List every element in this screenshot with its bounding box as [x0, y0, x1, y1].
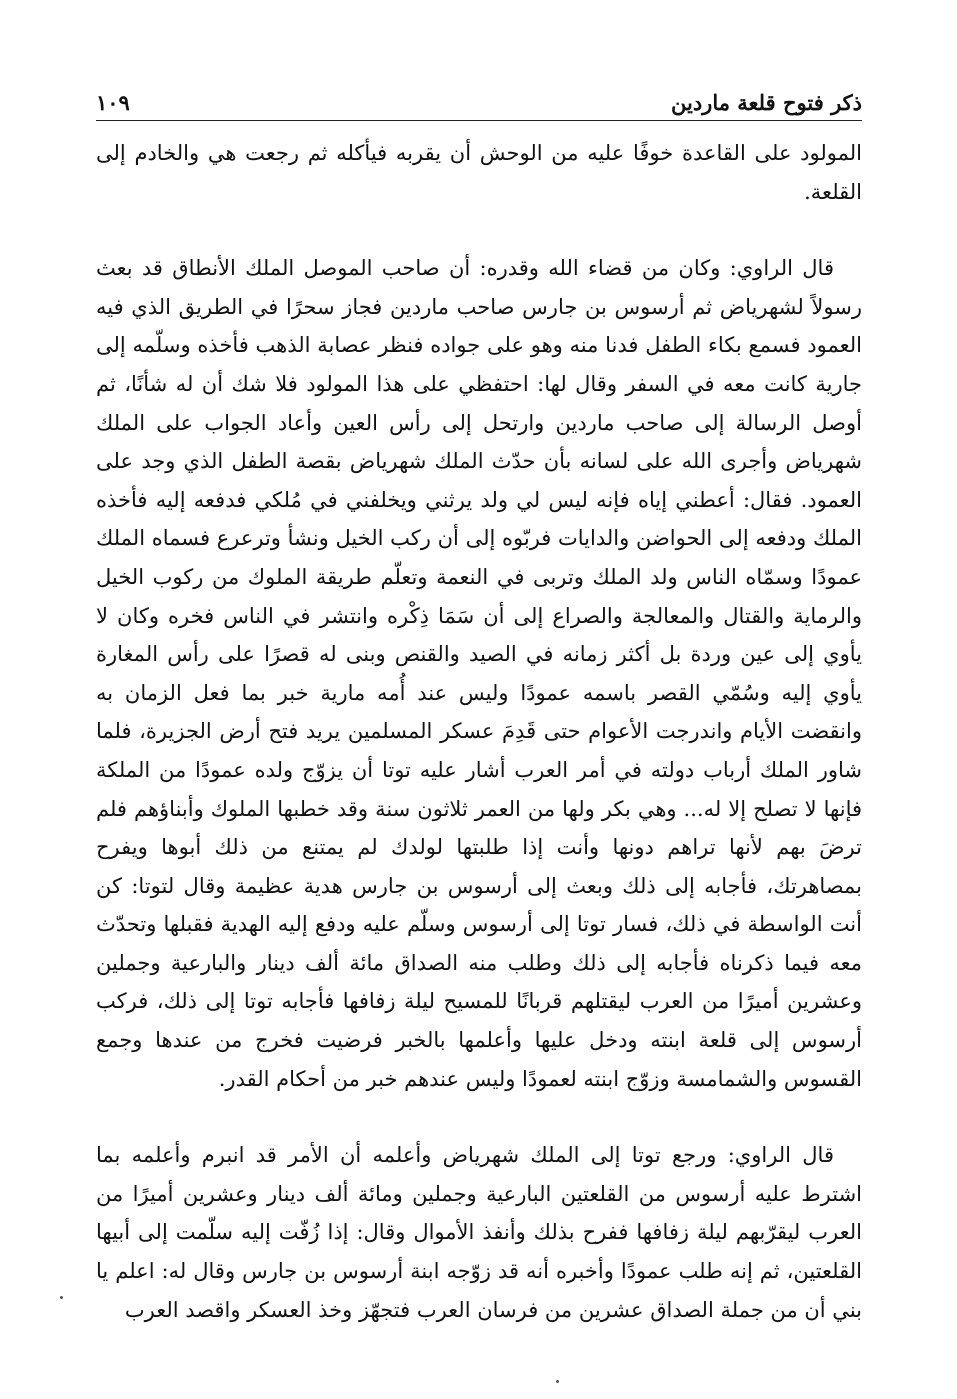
scan-speck — [60, 1296, 63, 1299]
body-text — [96, 134, 862, 1329]
page-number: ١٠٩ — [96, 90, 130, 115]
running-header — [96, 78, 862, 118]
paragraph-3: قال الراوي: ورجع توتا إلى الملك شهرياض وأعلمه أن الأمر قد انبرم وأعلمه بما اشترط عليه أرسوس من القلعتين البارعية وجملين ومائة ألف دينار وعشرين أميرًا من العرب ليقرّبهم ليلة زفافها ففرح بذلك وأنفذ الأموال وقال: إذا زُفّت إليه سلّمت إلى أبيها القلعتين، ثم إنه طلب عمودًا وأخبره أنه قد زوّجه ابنة أرسوس بن جارس وقال له: اعلم يا بني أن من جملة الصداق عشرين من فرسان العرب فتجهّز وخذ العسكر واقصد العرب — [96, 1143, 862, 1322]
paragraph-2: قال الراوي: وكان من قضاء الله وقدره: أن صاحب الموصل الملك الأنطاق قد بعث رسولاً لشهرياض ثم أرسوس بن جارس صاحب ماردين فجاز سحرًا في الطريق الذي فيه العمود فسمع بكاء الطفل فدنا منه وهو على جواده فنظر عصابة الذهب فأخذه وسلّمه إلى جارية كانت معه في السفر وقال لها: احتفظي على هذا المولود فلا شك أن له شأنًا، ثم أوصل الرسالة إلى صاحب ماردين وارتحل إلى رأس العين وأعاد الجواب على الملك شهرياض وأجرى الله على لسانه بأن حدّث الملك شهرياض بقصة الطفل الذي وجد على العمود. فقال: أعطني إياه فإنه ليس لي ولد يرثني ويخلفني في مُلكي فدفعه إليه فأخذه الملك ودفعه إلى الحواضن والدايات فربّوه إلى أن ركب الخيل ونشأ وترعرع فسماه الملك عمودًا وسمّاه الناس ولد الملك وتربى في النعمة وتعلّم طريقة الملوك من ركوب الخيل والرماية والقتال والمعالجة والصراع إلى أن سَمَا ذِكْره وانتشر في الناس فخره وكان لا يأوي إلى عين وردة بل أكثر زمانه في الصيد والقنص وبنى له قصرًا على رأس المغارة يأوي إليه وسُمّي القصر باسمه عمودًا وليس عند أُمه مارية خبر بما فعل الزمان به وانقضت الأيام واندرجت الأعوام حتى قَدِمَ عسكر المسلمين يريد فتح أرض الجزيرة، فلما شاور الملك أرباب دولته في أمر العرب أشار عليه توتا أن يزوّج ولده عمودًا من الملكة فإنها لا تصلح إلا له... وهي بكر ولها من العمر ثلاثون سنة وقد خطبها الملوك وأبناؤهم فلم ترضَ بهم لأنها تراهم دونها وأنت إذا طلبتها لولدك لم يمتنع من ذلك أبوها ويفرح بمصاهرتك، فأجابه إلى ذلك وبعث إلى أرسوس بن جارس هدية عظيمة وقال لتوتا: كن أنت الواسطة في ذلك، فسار توتا إلى أرسوس وسلّم عليه ودفع إليه الهدية فقبلها وتحدّث معه فيما ذكرناه فأجابه إلى ذلك وطلب منه الصداق مائة ألف دينار والبارعية وجملين وعشرين أميرًا من العرب ليقتلهم قربانًا للمسيح ليلة زفافها فأجابه توتا إلى ذلك، فركب أرسوس إلى قلعة ابنته ودخل عليها وأعلمها بالخبر فرضيت فخرج من عندها وجمع القسوس والشمامسة وزوّج ابنته لعمودًا وليس عندهم خبر من أحكام القدر. — [96, 256, 862, 1091]
chapter-title: ذكر فتوح قلعة ماردين — [671, 90, 862, 115]
paragraph-1: المولود على القاعدة خوفًا عليه من الوحش أن يقربه فيأكله ثم رجعت هي والخادم إلى القلعة. — [96, 141, 862, 204]
scan-speck — [556, 1380, 559, 1383]
header-divider — [96, 120, 862, 121]
